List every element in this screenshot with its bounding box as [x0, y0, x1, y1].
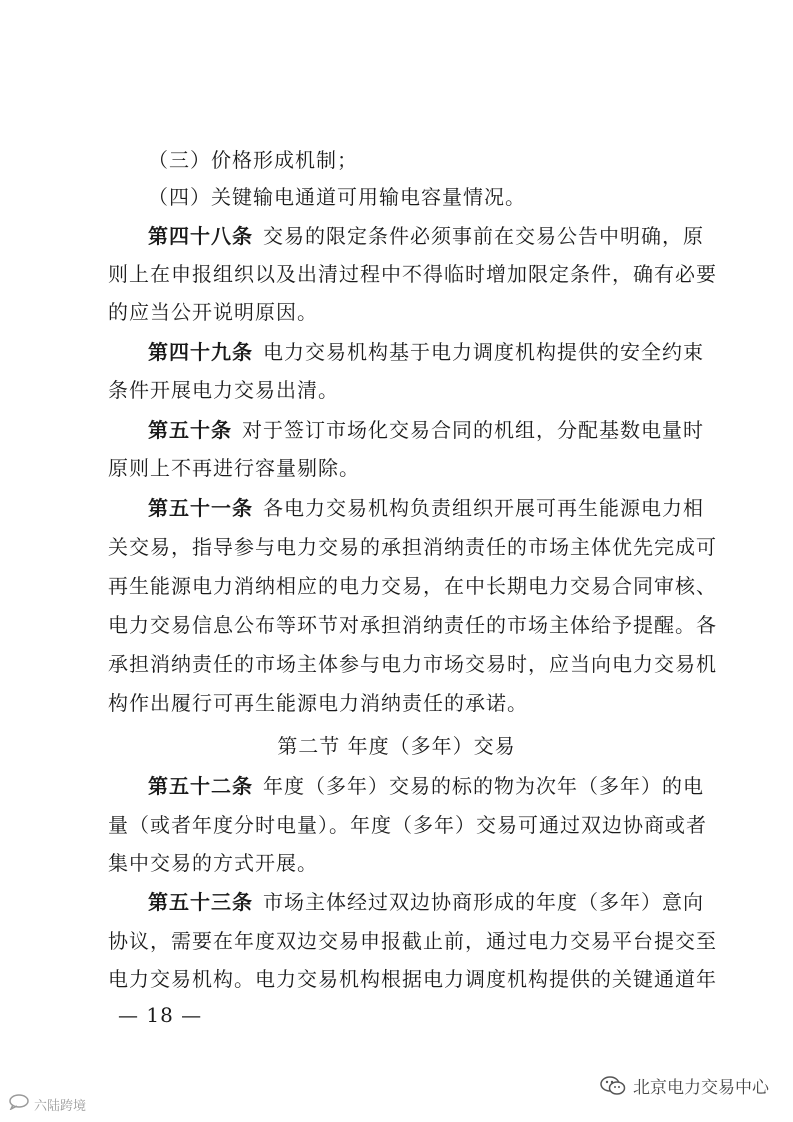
article-49-line	[148, 342, 738, 362]
line-text: 再生能源电力消纳相应的电力交易，在中长期电力交易合同审核、	[108, 574, 717, 598]
line-text: 条件开展电力交易出清。	[108, 378, 339, 402]
paragraph-line	[108, 929, 717, 953]
line-text: 电力交易机构。电力交易机构根据电力调度机构提供的关键通道年	[108, 967, 717, 991]
article-number: 第四十八条	[148, 224, 253, 248]
line-text: （四）关键输电通道可用输电容量情况。	[148, 185, 526, 209]
paragraph-line	[108, 458, 698, 478]
article-number: 第五十条	[148, 418, 232, 442]
paragraph-line	[108, 574, 717, 598]
watermark-right-text: 北京电力交易中心	[633, 1078, 769, 1098]
article-53-line	[148, 892, 738, 912]
line-text: 年度（多年）交易的标的物为次年（多年）的电	[263, 774, 704, 798]
article-51-line	[148, 498, 738, 518]
line-text: （三）价格形成机制；	[148, 148, 358, 172]
line-text: 构作出履行可再生能源电力消纳责任的承诺。	[108, 691, 528, 715]
article-50-line	[148, 420, 738, 440]
line-text: 协议，需要在年度双边交易申报截止前，通过电力交易平台提交至	[108, 929, 717, 953]
article-number: 第五十二条	[148, 774, 253, 798]
paragraph-line	[108, 693, 698, 713]
paragraph-line	[108, 380, 698, 400]
line-text: 则上在申报组织以及出清过程中不得临时增加限定条件，确有必要	[108, 262, 717, 286]
article-52-line	[148, 776, 738, 796]
paragraph-line	[108, 302, 698, 322]
section-title: 第二节 年度（多年）交易	[277, 734, 516, 758]
line-text: 承担消纳责任的市场主体参与电力市场交易时，应当向电力交易机	[108, 652, 717, 676]
wechat-icon	[599, 1075, 627, 1097]
watermark-left-text: 六陆跨境	[34, 1098, 87, 1114]
paragraph-line	[108, 967, 717, 991]
line-text: 关交易，指导参与电力交易的承担消纳责任的市场主体优先完成可	[108, 535, 717, 559]
page-number: — 18 —	[118, 1003, 203, 1027]
article-48-line	[148, 226, 738, 246]
paragraph-line	[108, 262, 717, 286]
speech-bubble-icon	[8, 1094, 30, 1114]
paragraph-line	[108, 613, 717, 637]
paragraph-line	[108, 853, 698, 873]
paragraph-line	[148, 187, 738, 207]
paragraph-line	[148, 150, 738, 170]
line-text: 电力交易机构基于电力调度机构提供的安全约束	[263, 340, 704, 364]
line-text: 量（或者年度分时电量）。年度（多年）交易可通过双边协商或者	[108, 813, 707, 837]
article-number: 第五十一条	[148, 496, 253, 520]
paragraph-line	[108, 535, 717, 559]
article-number: 第五十三条	[148, 890, 253, 914]
paragraph-line	[108, 652, 717, 676]
paragraph-line	[108, 813, 707, 837]
line-text: 电力交易信息公布等环节对承担消纳责任的市场主体给予提醒。各	[108, 613, 717, 637]
line-text: 的应当公开说明原因。	[108, 300, 318, 324]
line-text: 对于签订市场化交易合同的机组，分配基数电量时	[242, 418, 704, 442]
watermark-left	[8, 1094, 86, 1114]
watermark-right	[599, 1073, 769, 1098]
article-number: 第四十九条	[148, 340, 253, 364]
line-text: 原则上不再进行容量剔除。	[108, 456, 360, 480]
line-text: 交易的限定条件必须事前在交易公告中明确，原	[263, 224, 704, 248]
line-text: 各电力交易机构负责组织开展可再生能源电力相	[263, 496, 704, 520]
line-text: 市场主体经过双边协商形成的年度（多年）意向	[263, 890, 704, 914]
line-text: 集中交易的方式开展。	[108, 851, 318, 875]
